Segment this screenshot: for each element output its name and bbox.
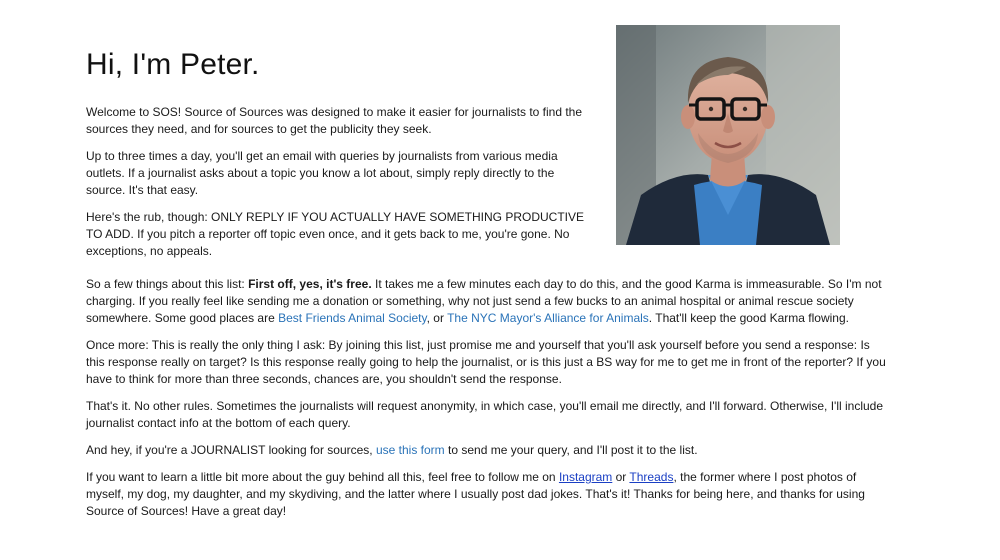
- threads-link[interactable]: Threads: [629, 470, 674, 484]
- paragraph-journalist: [86, 442, 886, 459]
- intro-paragraphs: [86, 104, 586, 270]
- body-paragraphs: [86, 276, 886, 530]
- paragraph-journalist-end: to send me your query, and I'll post it to the list.: [444, 443, 698, 457]
- paragraph-follow-or: or: [612, 470, 630, 484]
- intro-paragraph-emails: Up to three times a day, you'll get an email with queries by journalists from various media outlets. If a journalist asks about a topic you know a lot about, simply reply directly to the source. It's that easy.: [86, 149, 558, 197]
- paragraph-once-more: Once more: This is really the only thing I ask: By joining this list, just promise me and yourself that you'll ask yourself before you send a response: Is this response really on target? Is this response really going to help the journalist, or is this just a BS way for me to get me in front of the reporter? If you have to think for more than three seconds, chances are, you shouldn't send the response.: [86, 338, 886, 386]
- best-friends-animal-society-link[interactable]: Best Friends Animal Society: [278, 311, 427, 325]
- paragraph-free-separator: , or: [426, 311, 448, 325]
- paragraph-follow-start: If you want to learn a little bit more about the guy behind all this, feel free to follow me on: [86, 470, 559, 484]
- nyc-mayors-alliance-link[interactable]: The NYC Mayor's Alliance for Animals: [447, 311, 649, 325]
- page-content: [86, 0, 886, 560]
- paragraph-journalist-start: And hey, if you're a JOURNALIST looking for sources,: [86, 443, 376, 457]
- paragraph-no-other-rules: That's it. No other rules. Sometimes the journalists will request anonymity, in which case, you'll email me directly, and I'll forward. Otherwise, I'll include journalist contact info at the bottom of each query.: [86, 399, 884, 430]
- intro-paragraph-rules: Here's the rub, though: ONLY REPLY IF YOU ACTUALLY HAVE SOMETHING PRODUCTIVE TO ADD. If you pitch a reporter off topic even once, and it gets back to me, you're gone. No exceptions, no appeals.: [86, 210, 585, 258]
- instagram-link[interactable]: Instagram: [558, 470, 613, 484]
- paragraph-free-start: So a few things about this list:: [86, 277, 249, 291]
- page-title: Hi, I'm Peter.: [86, 48, 260, 81]
- author-portrait: [616, 25, 840, 245]
- paragraph-free: [86, 276, 886, 327]
- paragraph-free-end: . That'll keep the good Karma flowing.: [648, 311, 849, 325]
- paragraph-follow-end: , the former where I post photos of myself, my dog, my daughter, and my skydiving, and the latter where I usually post dad jokes. That's it! Thanks for being here, and thanks for using Source of Sources! Have a great day!: [86, 470, 865, 518]
- journalist-form-link[interactable]: use this form: [375, 443, 445, 457]
- paragraph-follow: [86, 469, 886, 520]
- paragraph-free-middle: It takes me a few minutes each day to do this, and the good Karma is immeasurable. So I'm not charging. If you really feel like sending me a donation or something, why not just send a few bucks to an animal hospital or animal rescue society somewhere. Some good places are: [86, 277, 882, 325]
- intro-paragraph-welcome: Welcome to SOS! Source of Sources was designed to make it easier for journalists to find the sources they need, and for sources to get the publicity they seek.: [86, 105, 583, 136]
- paragraph-free-bold: First off, yes, it's free.: [248, 277, 372, 291]
- portrait-illustration: [616, 25, 840, 245]
